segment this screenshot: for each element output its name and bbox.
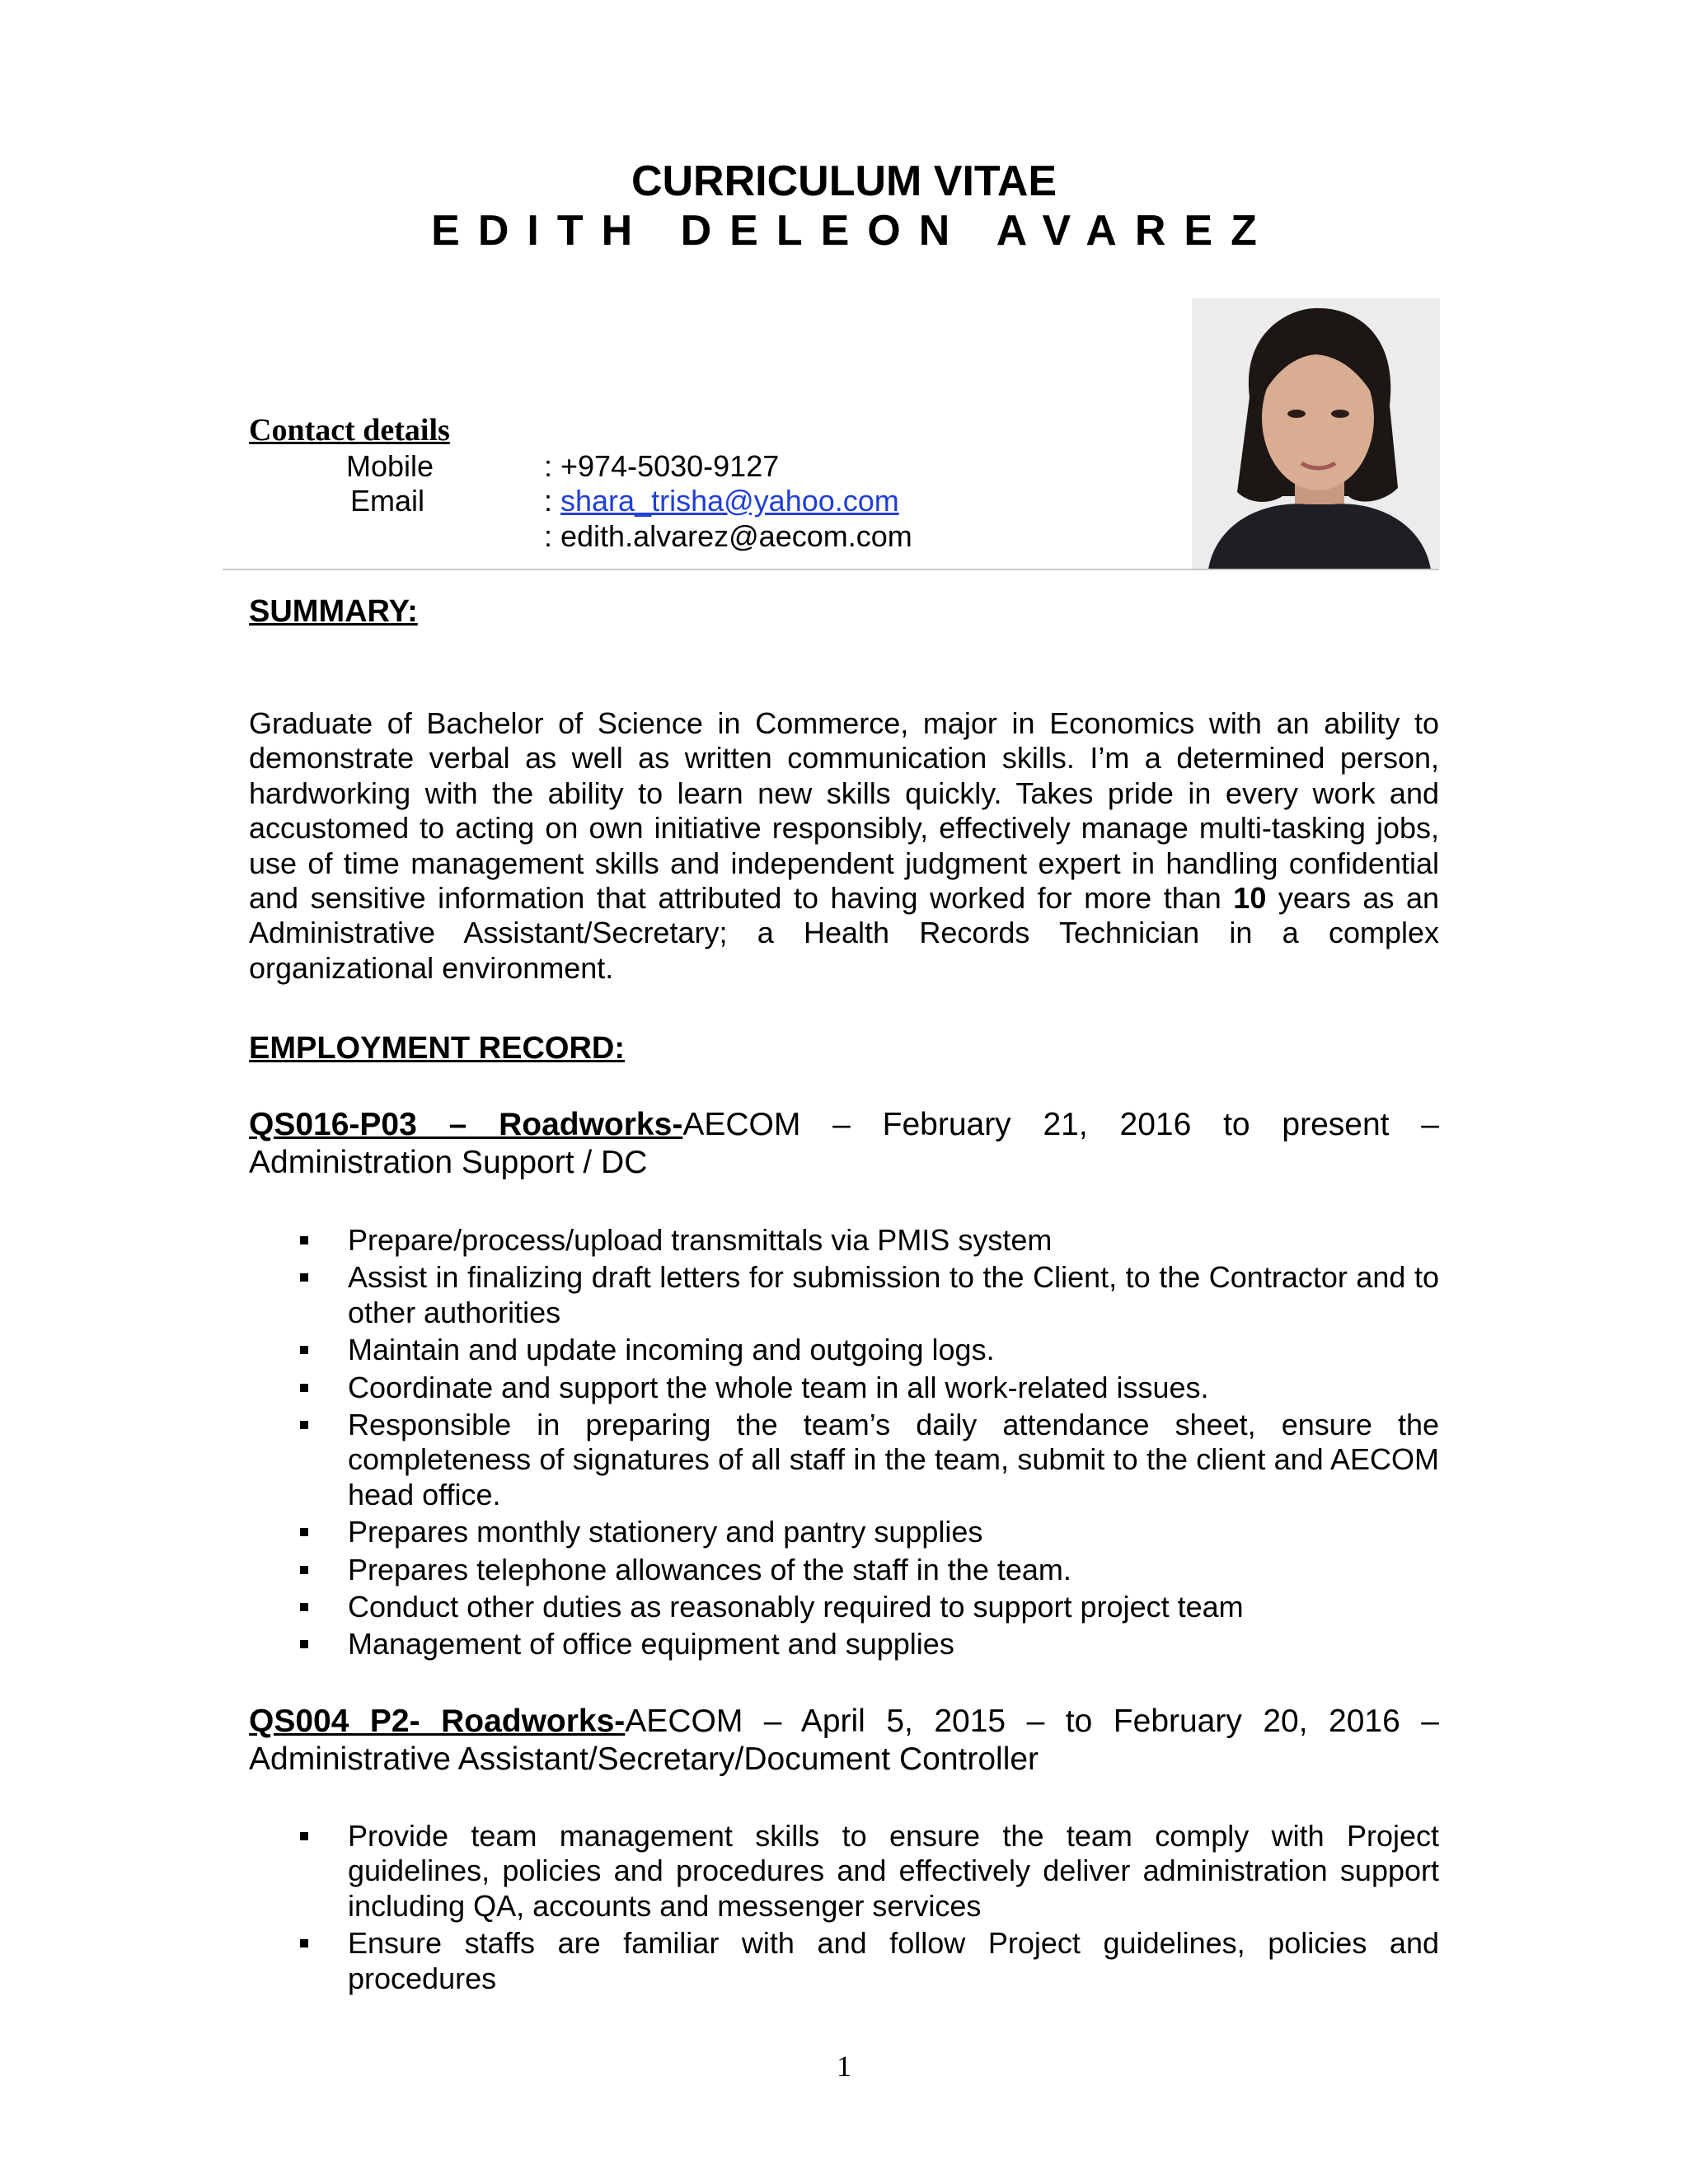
job-title-2 (249, 1703, 1439, 1779)
job-1-duties (249, 1223, 1439, 1665)
list-item: Prepares monthly stationery and pantry supplies (249, 1515, 1439, 1549)
contact-details-heading: Contact details (249, 413, 450, 448)
job-title-1 (249, 1106, 1439, 1182)
job-code-2: QS004 P2- Roadworks- (249, 1704, 626, 1739)
list-item: Assist in finalizing draft letters for submission to the Client, to the Contractor and to other authorities (249, 1260, 1439, 1330)
email-label: Email (350, 484, 425, 518)
list-item: Management of office equipment and supplies (249, 1627, 1439, 1661)
document-title: CURRICULUM VITAE (631, 157, 1057, 205)
email-secondary: : edith.alvarez@aecom.com (544, 519, 912, 553)
contact-divider (223, 569, 1439, 570)
summary-text-2: years as an Administrative Assistant/Secretary; a Health Records Technician in a complex organizational environment. (249, 881, 1439, 985)
summary-heading: SUMMARY: (249, 594, 418, 629)
mobile-label: Mobile (346, 449, 434, 483)
job-details-1: AECOM – February 21, 2016 to present – Administration Support / DC (249, 1107, 1439, 1180)
candidate-name: EDITH DELEON AVAREZ (431, 207, 1275, 255)
employment-heading: EMPLOYMENT RECORD: (249, 1031, 625, 1066)
list-item: Ensure staffs are familiar with and follow Project guidelines, policies and procedures (249, 1926, 1439, 1996)
job-details-2: AECOM – April 5, 2015 – to February 20, 2016 – Administrative Assistant/Secretary/Document Controller (249, 1704, 1439, 1777)
list-item: Provide team management skills to ensure the team comply with Project guidelines, policies and procedures and effectively deliver administration support including QA, accounts and messenger services (249, 1819, 1439, 1924)
profile-photo (1192, 298, 1440, 569)
summary-paragraph (249, 706, 1439, 986)
list-item: Prepares telephone allowances of the staff in the team. (249, 1553, 1439, 1587)
list-item: Coordinate and support the whole team in all work-related issues. (249, 1371, 1439, 1405)
list-item: Prepare/process/upload transmittals via PMIS system (249, 1223, 1439, 1258)
list-item: Responsible in preparing the team’s daily attendance sheet, ensure the completeness of signatures of all staff in the team, submit to the client and AECOM head office. (249, 1408, 1439, 1512)
email-link[interactable]: shara_trisha@yahoo.com (560, 484, 899, 518)
mobile-value: : +974-5030-9127 (544, 449, 780, 483)
email-primary-wrap (544, 484, 899, 518)
list-item: Conduct other duties as reasonably required to support project team (249, 1590, 1439, 1624)
portrait-image (1192, 298, 1440, 569)
summary-years: 10 (1233, 881, 1267, 916)
job-code-1: QS016-P03 – Roadworks- (249, 1107, 683, 1142)
page-number: 1 (837, 2050, 851, 2083)
summary-text-1: Graduate of Bachelor of Science in Commerce, major in Economics with an ability to demonstrate verbal as well as written communication skills. I’m a determined person, hardworking with the ability to learn new skills quickly. Takes pride in every work and accustomed to acting on own initiative responsibly, effectively manage multi-tasking jobs, use of time management skills and independent judgment expert in handling confidential and sensitive information that attributed to having worked for more than (249, 706, 1439, 916)
list-item: Maintain and update incoming and outgoing logs. (249, 1333, 1439, 1367)
job-2-duties (249, 1819, 1439, 1999)
email-prefix: : (544, 484, 561, 518)
